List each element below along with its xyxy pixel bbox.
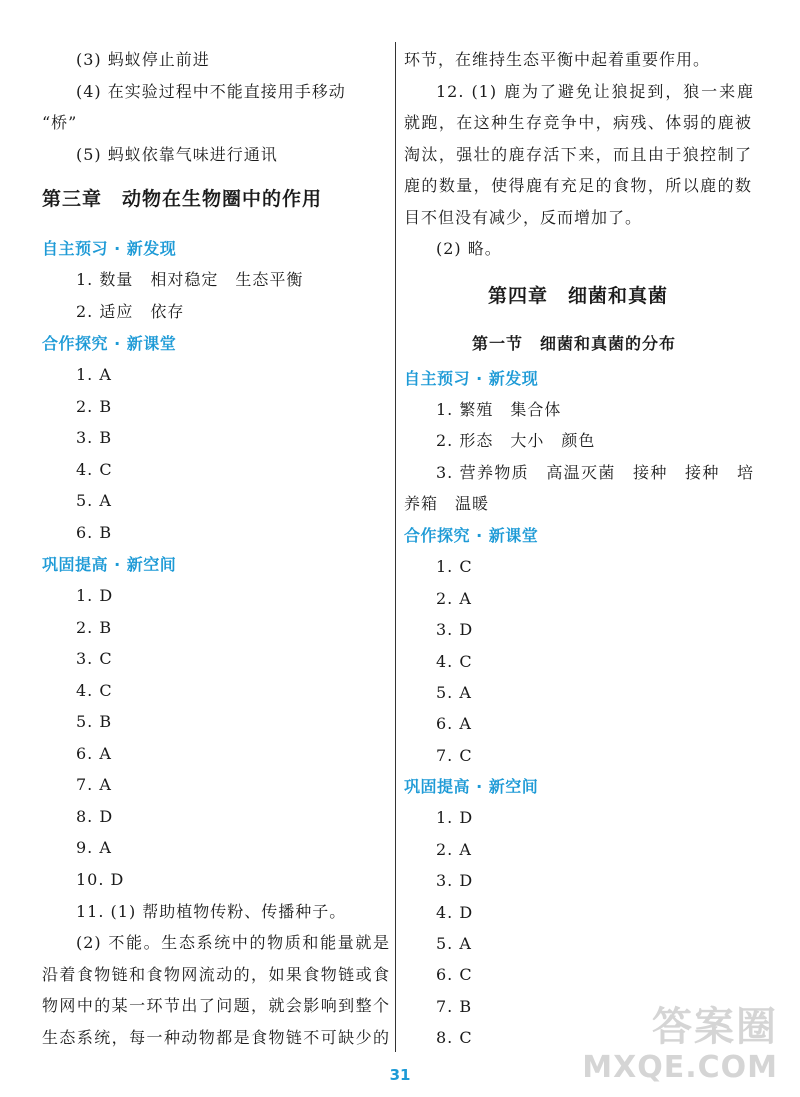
answer-line: 1. D (436, 808, 474, 827)
answer-line: 7. B (436, 997, 473, 1016)
answer-line: 淘汰，强壮的鹿存活下来，而且由于狼控制了 (404, 145, 752, 164)
chapter-title: 第四章 细菌和真菌 (488, 285, 669, 307)
watermark-url: MXQE.COM (582, 1050, 778, 1085)
answer-line: 2. A (436, 589, 472, 608)
answer-line: 沿着食物链和食物网流动的，如果食物链或食 (42, 965, 390, 984)
answer-line: 11. (1) 帮助植物传粉、传播种子。 (76, 902, 347, 921)
answer-line: 1. 数量 相对稳定 生态平衡 (76, 270, 304, 289)
answer-line: 3. 营养物质 高温灭菌 接种 接种 培 (436, 463, 754, 482)
answer-line: 2. 形态 大小 颜色 (436, 431, 596, 450)
section-heading: 合作探究 · 新课堂 (404, 526, 539, 545)
answer-line: 5. A (76, 491, 112, 510)
section-heading: 合作探究 · 新课堂 (42, 334, 177, 353)
answer-line: (2) 不能。生态系统中的物质和能量就是 (76, 933, 390, 952)
answer-line: 5. B (76, 712, 113, 731)
answer-line: 2. A (436, 840, 472, 859)
answer-line: 2. 适应 依存 (76, 302, 185, 321)
answer-line: 6. C (436, 965, 473, 984)
page-number: 31 (389, 1066, 411, 1084)
answer-line: 9. A (76, 838, 112, 857)
section-heading: 巩固提高 · 新空间 (42, 555, 177, 574)
answer-line: 环节，在维持生态平衡中起着重要作用。 (404, 50, 711, 69)
answer-line: 10. D (76, 870, 125, 889)
answer-line: 2. B (76, 618, 113, 637)
answer-line: (4) 在实验过程中不能直接用手移动 (76, 82, 346, 101)
watermark-text: 答案圈 (652, 1004, 778, 1050)
answer-line: 5. A (436, 934, 472, 953)
answer-line: 目不但没有减少，反而增加了。 (404, 208, 643, 227)
answer-line: 物网中的某一环节出了问题，就会影响到整个 (42, 996, 390, 1015)
answer-line: 6. A (76, 744, 112, 763)
answer-line: 7. A (76, 775, 112, 794)
answer-line: 1. D (76, 586, 114, 605)
answer-line: 6. A (436, 714, 472, 733)
answer-line: 4. C (436, 652, 473, 671)
answer-line: 1. A (76, 365, 112, 384)
answer-line: 6. B (76, 523, 113, 542)
column-divider (395, 42, 396, 1052)
answer-line: 3. D (436, 871, 474, 890)
answer-line: 7. C (436, 746, 473, 765)
answer-line: (2) 略。 (436, 239, 502, 258)
answer-line: (3) 蚂蚁停止前进 (76, 50, 210, 69)
answer-line: 5. A (436, 683, 472, 702)
answer-line: 12. (1) 鹿为了避免让狼捉到，狼一来鹿 (436, 82, 754, 101)
answer-line: 养箱 温暖 (404, 494, 490, 513)
answer-line: 1. 繁殖 集合体 (436, 400, 562, 419)
section-heading: 巩固提高 · 新空间 (404, 777, 539, 796)
answer-line: 生态系统，每一种动物都是食物链不可缺少的 (42, 1028, 390, 1047)
answer-line: 3. B (76, 428, 113, 447)
answer-line: “桥” (42, 113, 78, 132)
section-heading: 自主预习 · 新发现 (404, 369, 539, 388)
answer-line: 2. B (76, 397, 113, 416)
answer-line: 8. D (76, 807, 114, 826)
answer-line: 鹿的数量，使得鹿有充足的食物，所以鹿的数 (404, 176, 752, 195)
section-title: 第一节 细菌和真菌的分布 (472, 334, 677, 353)
answer-line: 4. C (76, 681, 113, 700)
answer-line: 4. D (436, 903, 474, 922)
answer-line: 4. C (76, 460, 113, 479)
answer-line: 3. D (436, 620, 474, 639)
answer-line: 1. C (436, 557, 473, 576)
section-heading: 自主预习 · 新发现 (42, 239, 177, 258)
chapter-title: 第三章 动物在生物圈中的作用 (42, 188, 323, 210)
answer-line: 3. C (76, 649, 113, 668)
answer-line: 8. C (436, 1028, 473, 1047)
answer-line: (5) 蚂蚁依靠气味进行通讯 (76, 145, 278, 164)
answer-line: 就跑，在这种生存竞争中，病残、体弱的鹿被 (404, 113, 752, 132)
